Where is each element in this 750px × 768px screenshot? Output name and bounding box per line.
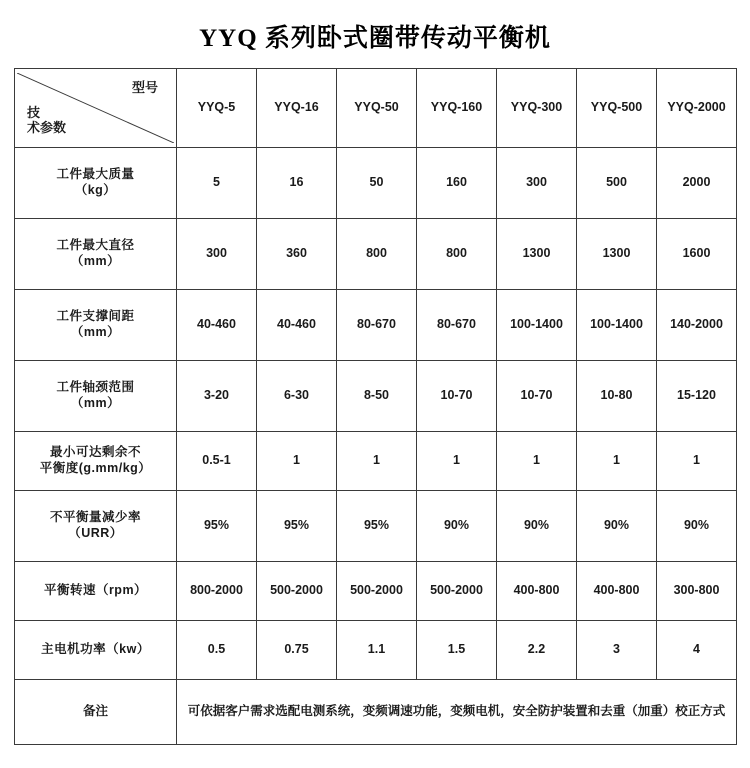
row-label-sub: （mm）	[70, 325, 121, 339]
table-row	[15, 219, 737, 290]
table-cell: 800	[337, 219, 417, 290]
table-header-row	[15, 69, 737, 148]
table-cell: 500-2000	[417, 562, 497, 621]
table-cell: 40-460	[177, 290, 257, 361]
table-row	[15, 491, 737, 562]
table-cell: 300	[177, 219, 257, 290]
table-cell: 15-120	[657, 361, 737, 432]
table-cell: 3-20	[177, 361, 257, 432]
table-cell: 400-800	[577, 562, 657, 621]
row-label-sub: 平衡度(g.mm/kg）	[39, 461, 152, 475]
row-label	[15, 290, 177, 361]
row-label-main: 工件轴颈范围	[56, 380, 135, 395]
table-row	[15, 148, 737, 219]
table-cell: 8-50	[337, 361, 417, 432]
table-cell: 3	[577, 621, 657, 680]
remark-row	[15, 680, 737, 745]
corner-model-label: 型号	[131, 80, 158, 95]
table-cell: 500-2000	[257, 562, 337, 621]
table-cell: 1600	[657, 219, 737, 290]
row-label	[15, 148, 177, 219]
table-row	[15, 562, 737, 621]
specification-table	[14, 68, 737, 745]
row-label-main: 工件最大质量	[56, 167, 135, 182]
table-cell: 95%	[337, 491, 417, 562]
corner-param-label-line1: 技	[27, 105, 41, 121]
corner-param-label	[27, 106, 66, 136]
column-header-model: YYQ-300	[497, 69, 577, 148]
table-cell: 400-800	[497, 562, 577, 621]
table-cell: 800-2000	[177, 562, 257, 621]
table-cell: 300	[497, 148, 577, 219]
spec-table-container	[0, 68, 750, 745]
table-cell: 1	[497, 432, 577, 491]
table-cell: 10-70	[417, 361, 497, 432]
table-cell: 1.1	[337, 621, 417, 680]
table-cell: 100-1400	[577, 290, 657, 361]
table-cell: 4	[657, 621, 737, 680]
column-header-model: YYQ-50	[337, 69, 417, 148]
table-cell: 2000	[657, 148, 737, 219]
table-cell: 10-80	[577, 361, 657, 432]
row-label-sub: （mm）	[70, 396, 121, 410]
table-cell: 2.2	[497, 621, 577, 680]
table-row	[15, 290, 737, 361]
corner-header-cell	[15, 69, 177, 148]
table-cell: 1	[417, 432, 497, 491]
table-cell: 1	[337, 432, 417, 491]
table-cell: 800	[417, 219, 497, 290]
table-cell: 0.75	[257, 621, 337, 680]
remark-label: 备注	[15, 680, 177, 745]
row-label-main: 工件最大直径	[56, 238, 135, 253]
table-cell: 90%	[417, 491, 497, 562]
table-cell: 500-2000	[337, 562, 417, 621]
table-cell: 90%	[657, 491, 737, 562]
column-header-model: YYQ-500	[577, 69, 657, 148]
table-cell: 1	[657, 432, 737, 491]
row-label-main: 工件支撑间距	[56, 309, 135, 324]
table-cell: 1.5	[417, 621, 497, 680]
row-label	[15, 562, 177, 621]
column-header-model: YYQ-5	[177, 69, 257, 148]
row-label-main: 最小可达剩余不	[49, 445, 141, 460]
page-title: YYQ 系列卧式圈带传动平衡机	[199, 25, 551, 52]
row-label	[15, 432, 177, 491]
table-cell: 80-670	[337, 290, 417, 361]
row-label	[15, 491, 177, 562]
table-cell: 10-70	[497, 361, 577, 432]
row-label-main: 不平衡量减少率	[49, 510, 141, 525]
table-cell: 500	[577, 148, 657, 219]
table-cell: 95%	[257, 491, 337, 562]
row-label	[15, 361, 177, 432]
table-row	[15, 621, 737, 680]
table-cell: 90%	[577, 491, 657, 562]
table-cell: 6-30	[257, 361, 337, 432]
column-header-model: YYQ-16	[257, 69, 337, 148]
table-cell: 90%	[497, 491, 577, 562]
table-row	[15, 432, 737, 491]
table-cell: 16	[257, 148, 337, 219]
row-label-main: 主电机功率（kw）	[41, 642, 150, 657]
table-cell: 1300	[577, 219, 657, 290]
row-label-sub: （mm）	[70, 254, 121, 268]
table-cell: 1	[257, 432, 337, 491]
table-cell: 160	[417, 148, 497, 219]
table-cell: 140-2000	[657, 290, 737, 361]
remark-text: 可依据客户需求选配电测系统，变频调速功能，变频电机，安全防护装置和去重（加重）校正方式	[177, 680, 737, 745]
table-cell: 360	[257, 219, 337, 290]
row-label	[15, 219, 177, 290]
column-header-model: YYQ-160	[417, 69, 497, 148]
table-cell: 100-1400	[497, 290, 577, 361]
table-row	[15, 361, 737, 432]
table-cell: 300-800	[657, 562, 737, 621]
table-cell: 5	[177, 148, 257, 219]
table-cell: 95%	[177, 491, 257, 562]
table-cell: 0.5	[177, 621, 257, 680]
table-cell: 0.5-1	[177, 432, 257, 491]
row-label	[15, 621, 177, 680]
table-cell: 1300	[497, 219, 577, 290]
row-label-sub: （kg）	[74, 183, 117, 197]
row-label-sub: （URR）	[68, 526, 123, 540]
column-header-model: YYQ-2000	[657, 69, 737, 148]
table-cell: 1	[577, 432, 657, 491]
corner-param-label-line2: 术参数	[27, 120, 67, 136]
table-cell: 40-460	[257, 290, 337, 361]
table-cell: 80-670	[417, 290, 497, 361]
document-page	[0, 18, 750, 768]
row-label-main: 平衡转速（rpm）	[43, 583, 148, 598]
table-cell: 50	[337, 148, 417, 219]
